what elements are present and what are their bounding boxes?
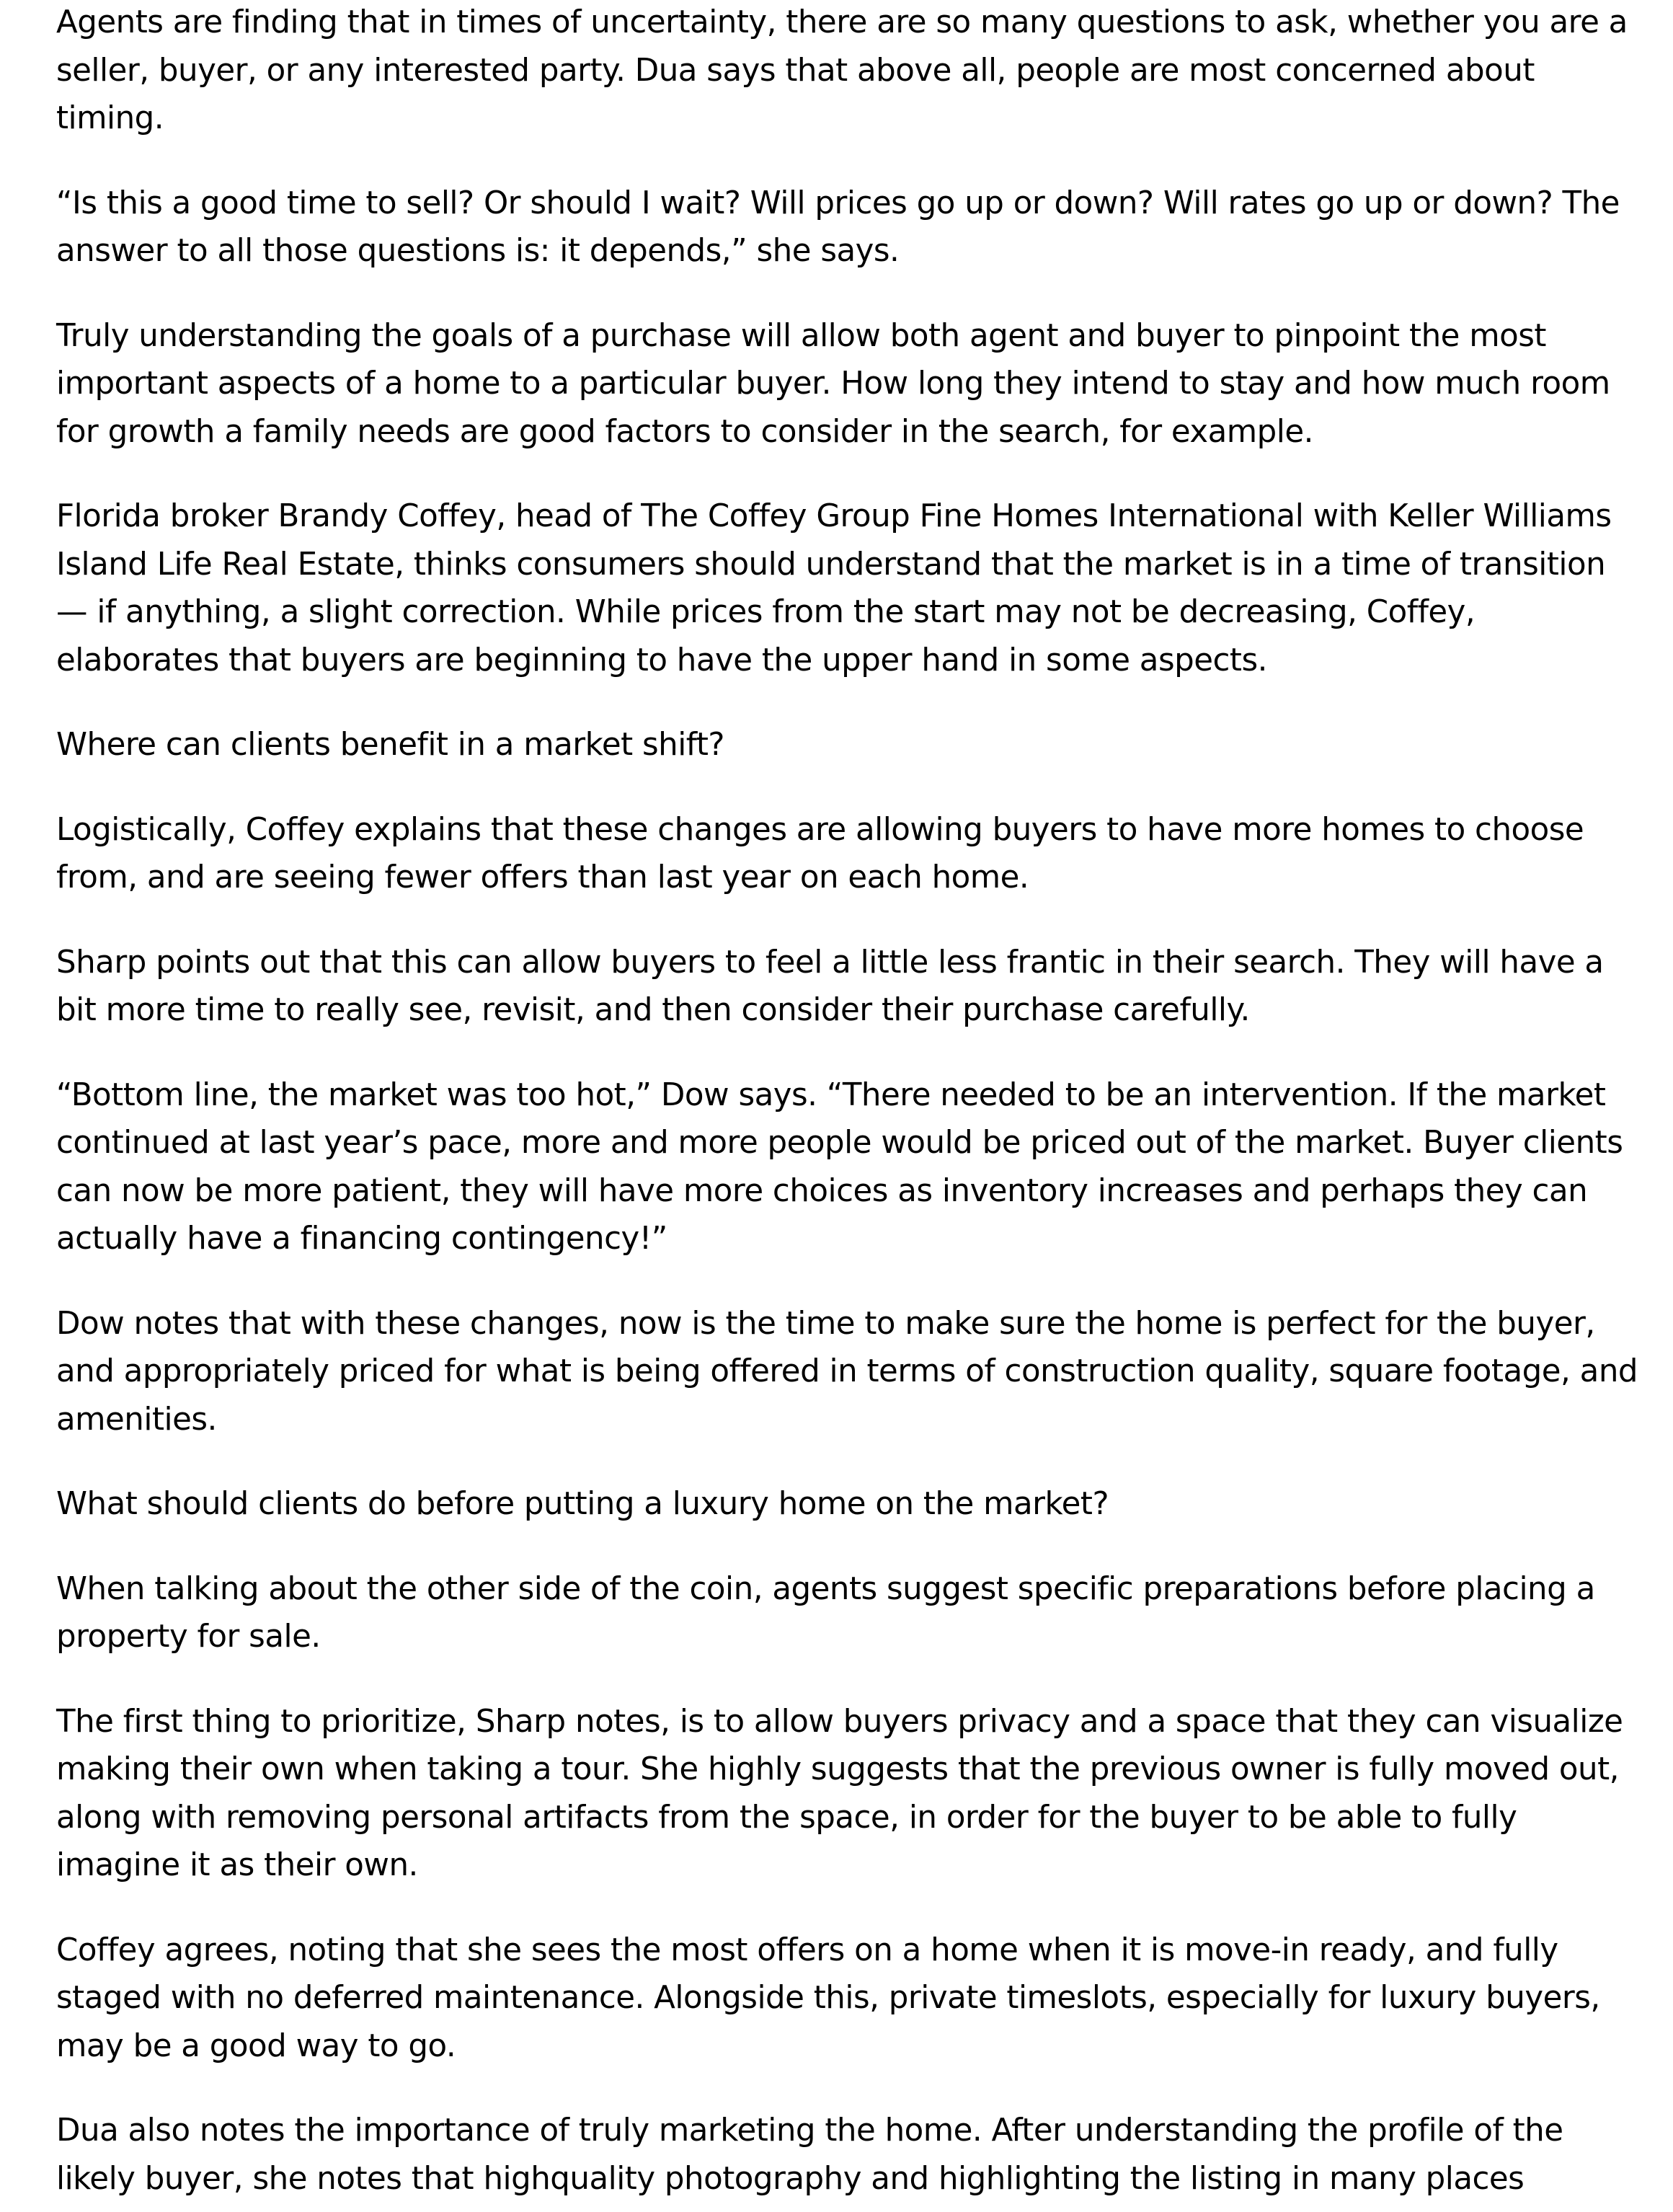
paragraph-marketing-home: Dua also notes the importance of truly marketing the home. After understanding the profile of the likely buyer, she notes that highquality photography and highlighting the listing in many places bbox=[56, 2113, 1563, 2197]
paragraph-move-in-ready: Coffey agrees, noting that she sees the most offers on a home when it is move-in ready, and fully staged with no deferred maintenance. Alongside this, private timeslots, especially for luxury buyers, may be a good way to go. bbox=[56, 1932, 1600, 2064]
paragraph-purchase-goals: Truly understanding the goals of a purchase will allow both agent and buyer to pinpoint the most important aspects of a home to a particular buyer. How long they intend to stay and how much room for growth a family needs are good factors to consider in the search, for example. bbox=[56, 317, 1610, 450]
paragraph-coffey-transition: Florida broker Brandy Coffey, head of The Coffey Group Fine Homes International with Keller Williams Island Life Real Estate, thinks consumers should understand that the market is in a time of transition — if anything, a slight correction. While prices from the start may not be decreasing, Coffey, elaborates that buyers are beginning to have the upper hand in some aspects. bbox=[56, 498, 1612, 678]
subheading-before-listing: What should clients do before putting a luxury home on the market? bbox=[56, 1486, 1109, 1522]
paragraph-buyer-privacy: The first thing to prioritize, Sharp notes, is to allow buyers privacy and a space that they can visualize making their own when taking a tour. She highly suggests that the previous owner is fully moved out, along with removing personal artifacts from the space, in order for the buyer to be able to fully imagine it as their own. bbox=[56, 1703, 1623, 1883]
paragraph-dow-quote: “Bottom line, the market was too hot,” Dow says. “There needed to be an intervention. If the market continued at last year’s pace, more and more people would be priced out of the market. Buyer clients can now be more patient, they will have more choices as inventory increases and perhaps they can actually have a financing contingency!” bbox=[56, 1076, 1623, 1257]
paragraph-timing-concerns: Agents are finding that in times of uncertainty, there are so many questions to ask, whether you are a seller, buyer, or any interested party. Dua says that above all, people are most concerned about timing. bbox=[56, 4, 1628, 136]
paragraph-it-depends-quote: “Is this a good time to sell? Or should I wait? Will prices go up or down? Will rates go up or down? The answer to all those questions is: it depends,” she says. bbox=[56, 185, 1620, 269]
paragraph-less-frantic: Sharp points out that this can allow buyers to feel a little less frantic in their search. They will have a bit more time to really see, revisit, and then consider their purchase carefully. bbox=[56, 944, 1604, 1028]
paragraph-appropriate-pricing: Dow notes that with these changes, now is the time to make sure the home is perfect for the buyer, and appropriately priced for what is being offered in terms of construction quality, square footage, and amenities. bbox=[56, 1305, 1638, 1438]
subheading-market-shift: Where can clients benefit in a market shift? bbox=[56, 727, 724, 763]
paragraph-more-homes: Logistically, Coffey explains that these changes are allowing buyers to have more homes to choose from, and are seeing fewer offers than last year on each home. bbox=[56, 811, 1584, 895]
paragraph-other-side: When talking about the other side of the coin, agents suggest specific preparations before placing a property for sale. bbox=[56, 1570, 1595, 1655]
